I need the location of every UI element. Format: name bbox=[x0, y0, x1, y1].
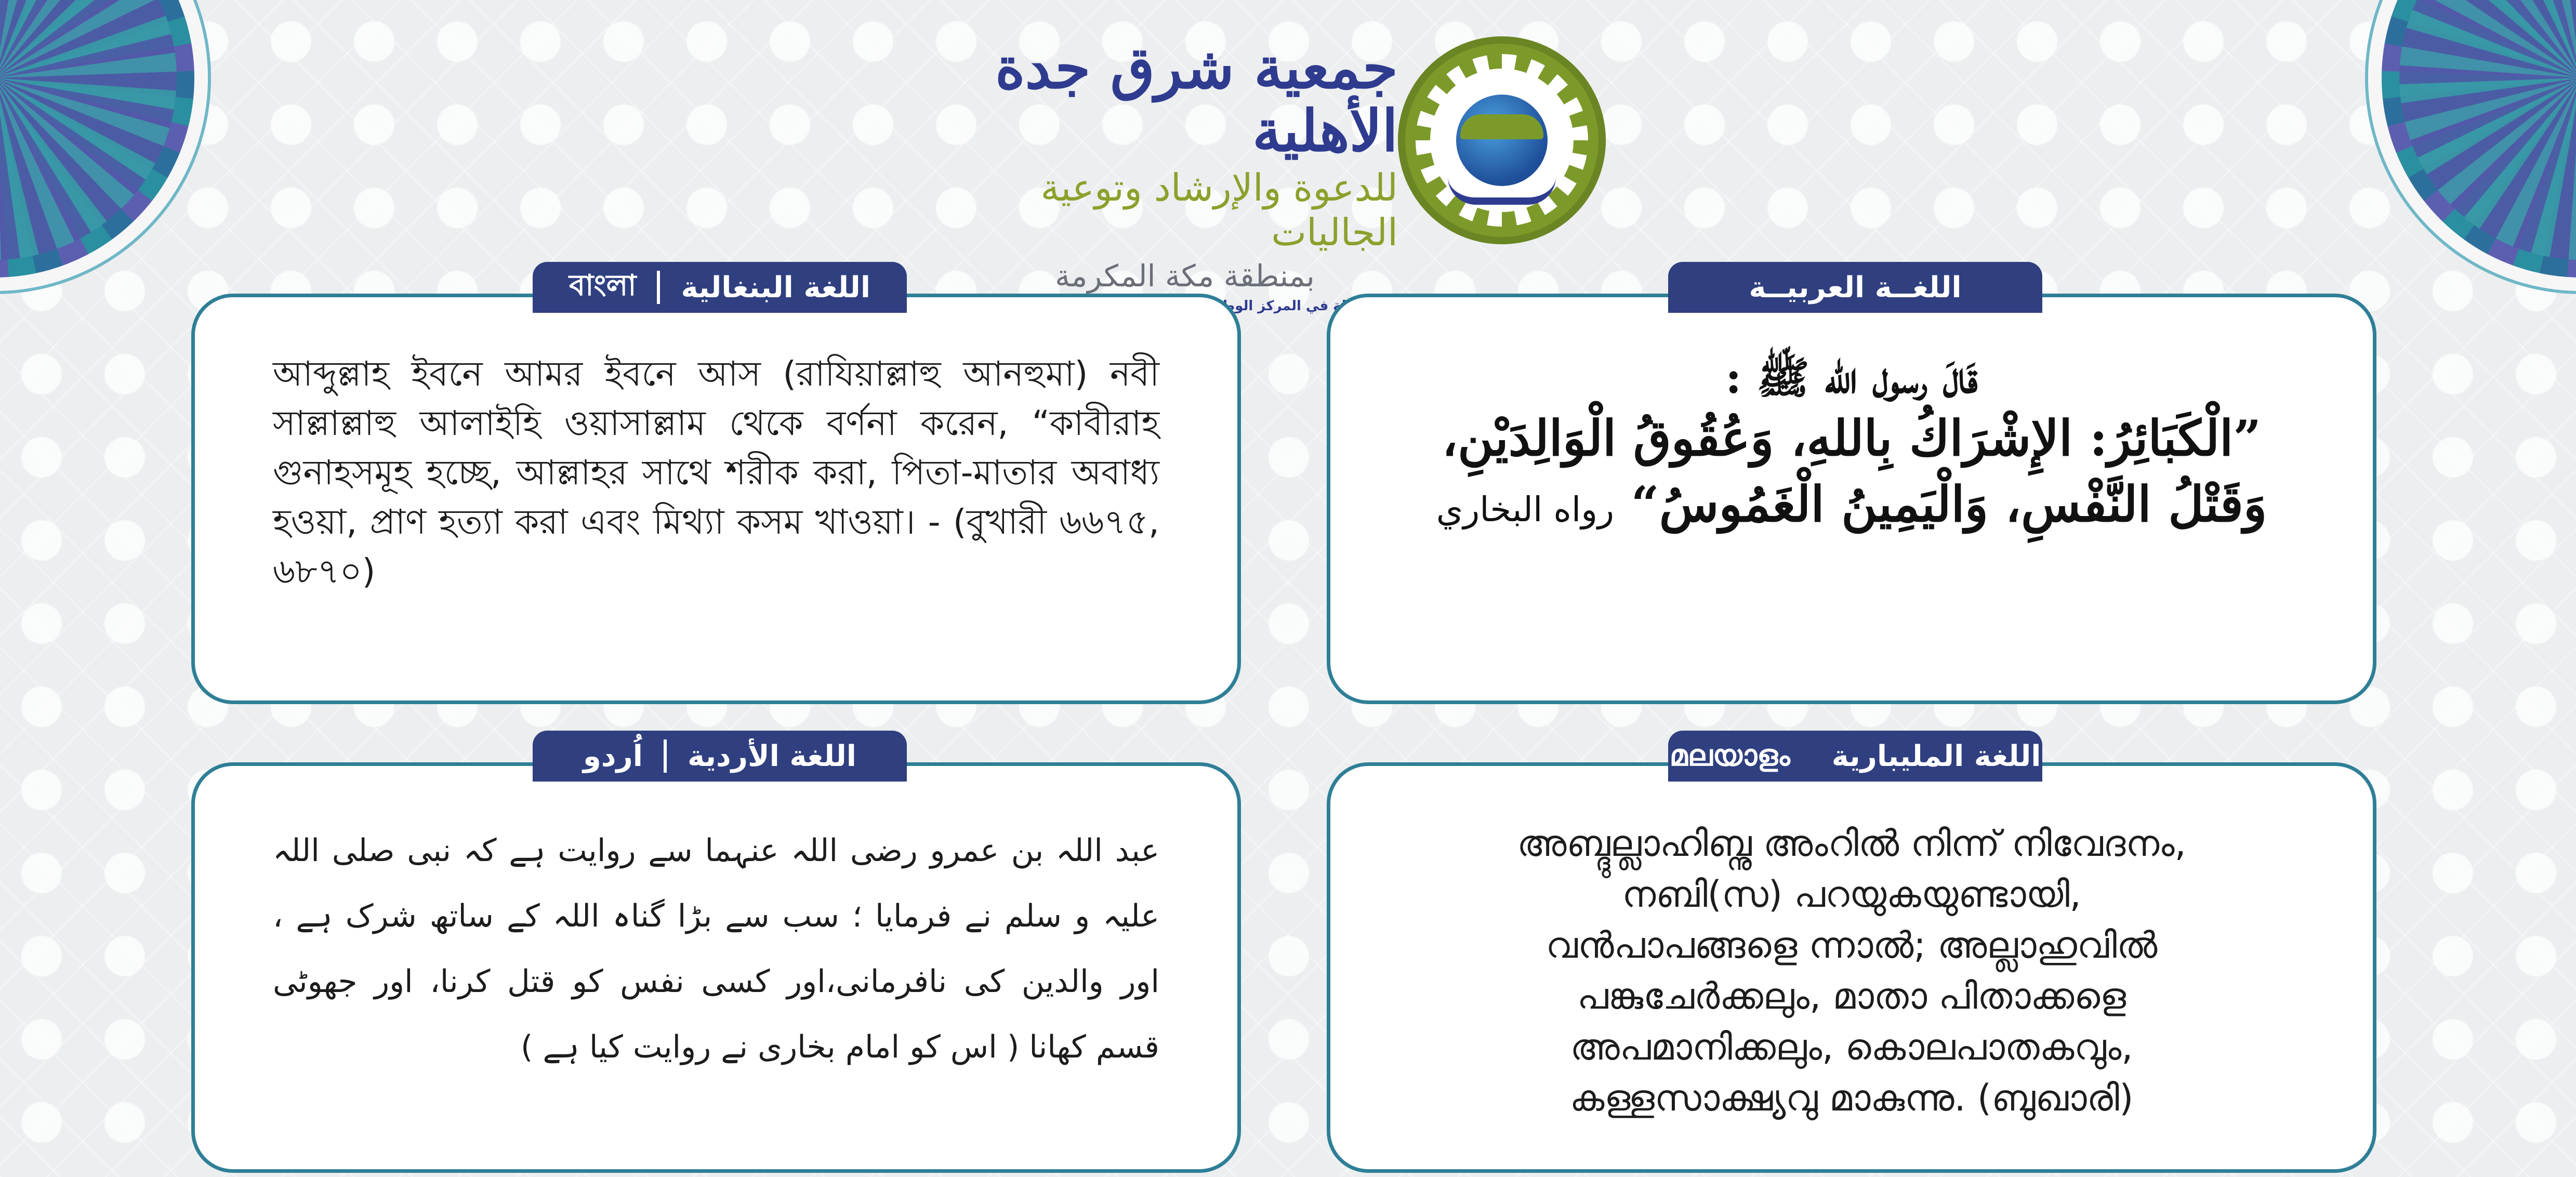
urdu-tab-native: اُردو bbox=[583, 739, 643, 773]
bengali-tab-arabic: اللغة البنغالية bbox=[681, 270, 871, 305]
urdu-text: عبد اللہ بن عمرو رضی اللہ عنہما سے روایت ہے کہ نبی صلی اللہ علیہ و سلم نے فرمایا ؛ سب سے بڑا گناہ اللہ کے ساتھ شرک ہے ، اور والدین کی نافرمانی،اور کسی نفس کو قتل کرنا، اور جھوٹی قسم کھانا ( اس کو امام بخاری نے روایت کیا ہے ) bbox=[273, 832, 1159, 1065]
header bbox=[961, 21, 1616, 314]
bengali-card bbox=[191, 269, 1241, 704]
urdu-card bbox=[191, 739, 1241, 1173]
organization-subtitle: للدعوة والإرشاد وتوعية الجاليات bbox=[1040, 166, 1398, 255]
arabic-line-2 bbox=[1408, 472, 2295, 538]
arabic-line-2-text: وَقَتْلُ النَّفْسِ، وَالْيَمِينُ الْغَمُوسُ“ bbox=[1631, 476, 2267, 534]
bengali-text: আব্দুল্লাহ ইবনে আমর ইবনে আস (রাযিয়াল্লাহু আনহুমা) নবী সাল্লাল্লাহু আলাইহি ওয়াসাল্লাম থেকে বর্ণনা করেন, “কাবীরাহ গুনাহসমূহ হচ্ছে, আল্লাহর সাথে শরীক করা, পিতা-মাতার অবাধ্য হওয়া, প্রাণ হত্যা করা এবং মিথ্যা কসম খাওয়া। - (বুখারী ৬৬৭৫, ৬৮৭০) bbox=[273, 354, 1159, 592]
organization-region: بمنطقة مكة المكرمة bbox=[1055, 258, 1315, 294]
urdu-tab-arabic: اللغة الأردية bbox=[687, 739, 856, 773]
bengali-tab bbox=[533, 262, 907, 313]
arabic-reference: رواه البخاري bbox=[1436, 490, 1614, 530]
arabic-tab bbox=[1668, 262, 2042, 313]
malayalam-card bbox=[1327, 739, 2376, 1173]
organization-logo bbox=[1398, 36, 1606, 244]
malayalam-tab-arabic: اللغة المليبارية bbox=[1831, 739, 2041, 773]
arabic-tab-label: اللغــة العربيــة bbox=[1749, 270, 1962, 305]
urdu-tab bbox=[533, 731, 907, 782]
organization-name: جمعية شرق جدة الأهلية bbox=[995, 34, 1398, 164]
bengali-tab-native: বাংলা bbox=[569, 269, 637, 302]
malayalam-text bbox=[1408, 818, 2295, 1123]
organization-name-block bbox=[972, 36, 1398, 329]
arabic-hadith bbox=[1408, 349, 2295, 538]
malayalam-line: പങ്കുചേർക്കലും, മാതാ പിതാക്കളെ bbox=[1577, 975, 2126, 1017]
arabic-intro: قَالَ رسول الله ﷺ : bbox=[1725, 352, 1978, 403]
arabic-line-1: ”الْكَبَائِرُ: الإِشْرَاكُ بِاللهِ، وَعُقُوقُ الْوَالِدَيْنِ، bbox=[1442, 410, 2262, 468]
malayalam-line: അപമാനിക്കലും, കൊലപാതകവും, bbox=[1570, 1026, 2133, 1068]
malayalam-line: വൻപാപങ്ങളെ ന്നാൽ; അല്ലാഹുവിൽ bbox=[1545, 924, 2158, 967]
malayalam-tab-native: മലയാളം bbox=[1669, 739, 1790, 773]
registration-note: في المركز bbox=[1258, 298, 1329, 314]
malayalam-line: നബി(സ) പറയുകയുണ്ടായി, bbox=[1622, 873, 2081, 916]
malayalam-tab bbox=[1668, 731, 2042, 782]
malayalam-line: കള്ളസാക്ഷ്യവു മാകുന്നു. (ബുഖാരി) bbox=[1569, 1077, 2134, 1119]
malayalam-line: അബ്ദുല്ലാഹിബ്നു അംറിൽ നിന്ന് നിവേദനം, bbox=[1517, 822, 2186, 865]
arabic-card bbox=[1327, 270, 2376, 704]
